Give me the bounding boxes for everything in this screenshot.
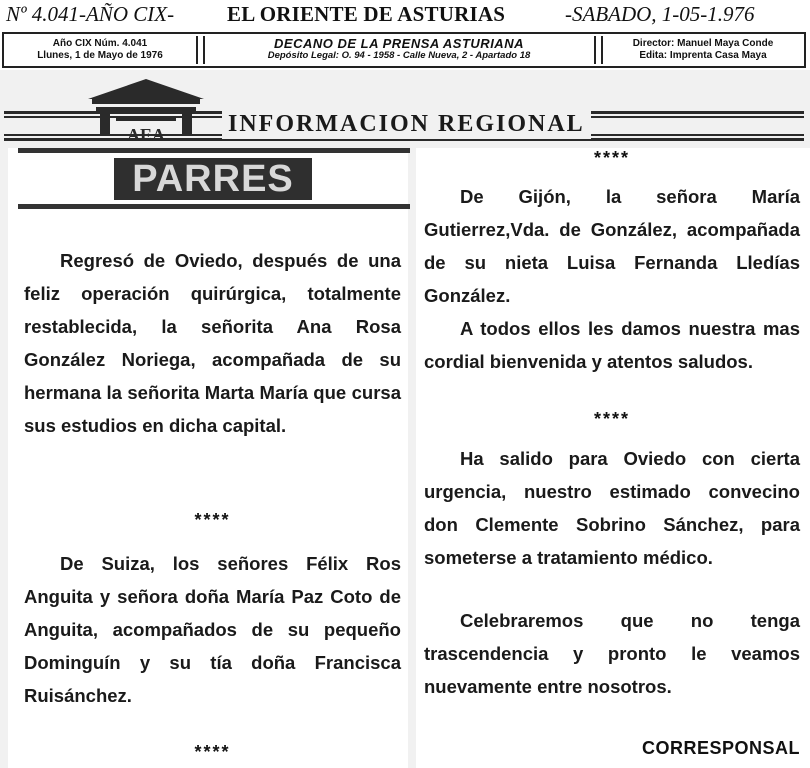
- info-left: [4, 34, 196, 66]
- article-paragraph: [424, 180, 800, 312]
- section-title: INFORMACION REGIONAL: [222, 109, 591, 139]
- paragraph-text: De Gijón, la señora María Gutierrez,Vda. de González, acompañada de su nieta Luisa Fernanda Lledías González.: [424, 186, 800, 306]
- signature: CORRESPONSAL: [641, 738, 800, 758]
- info-middle-line2: Depósito Legal: O. 94 - 1958 - Calle Nueva, 2 - Apartado 18: [267, 50, 531, 61]
- paragraph-text: De Suiza, los señores Félix Ros Anguita y señora doña María Paz Coto de Anguita, acompañados de su pequeño Dominguín y su tía doña Francisca Ruisánchez.: [24, 553, 401, 706]
- locality-header: [18, 148, 410, 210]
- info-middle: [204, 34, 594, 66]
- info-left-line1: Año CIX Núm. 4.041: [52, 38, 148, 49]
- paragraph-text: Ha salido para Oviedo con cierta urgencia, nuestro estimado convecino don Clemente Sobrino Sánchez, para someterse a tratamiento médico.: [424, 448, 800, 568]
- info-middle-line1: DECANO DE LA PRENSA ASTURIANA: [274, 36, 524, 51]
- separator: ****: [593, 409, 631, 429]
- house-logo-icon: [86, 77, 206, 145]
- masthead-info-bar: [2, 32, 806, 68]
- info-right-line2: Edita: Imprenta Casa Maya: [639, 50, 767, 61]
- article-paragraph: [24, 244, 401, 442]
- separator: ****: [194, 742, 231, 762]
- paragraph-text: Celebraremos que no tenga trascendencia y pronto le veamos nuevamente entre nosotros.: [424, 610, 800, 697]
- paragraph-text: Regresó de Oviedo, después de una feliz operación quirúrgica, totalmente restablecida, la señorita Ana Rosa González Noriega, acompañada de su hermana la señorita Marta María que cursa sus estudios en dicha capital.: [24, 250, 401, 436]
- paragraph-text: A todos ellos les damos nuestra mas cordial bienvenida y atentos saludos.: [424, 318, 800, 372]
- issue-date: -SABADO, 1-05-1.976: [565, 2, 755, 26]
- separator: ****: [194, 510, 231, 530]
- section-banner: [4, 77, 804, 145]
- article-paragraph: [424, 442, 800, 574]
- article-paragraph: [24, 547, 401, 712]
- info-right: [602, 34, 804, 66]
- masthead-line: [0, 0, 810, 32]
- locality-title: PARRES: [132, 157, 294, 200]
- separator: ****: [593, 148, 631, 168]
- article-paragraph: [424, 312, 800, 378]
- article-paragraph: [424, 604, 800, 703]
- info-right-line1: Director: Manuel Maya Conde: [632, 38, 774, 49]
- newspaper-name: EL ORIENTE DE ASTURIAS: [227, 2, 506, 26]
- svg-text:AEA: AEA: [126, 125, 166, 145]
- info-left-line2: Llunes, 1 de Mayo de 1976: [37, 50, 163, 61]
- issue-number: Nº 4.041-AÑO CIX-: [6, 2, 175, 26]
